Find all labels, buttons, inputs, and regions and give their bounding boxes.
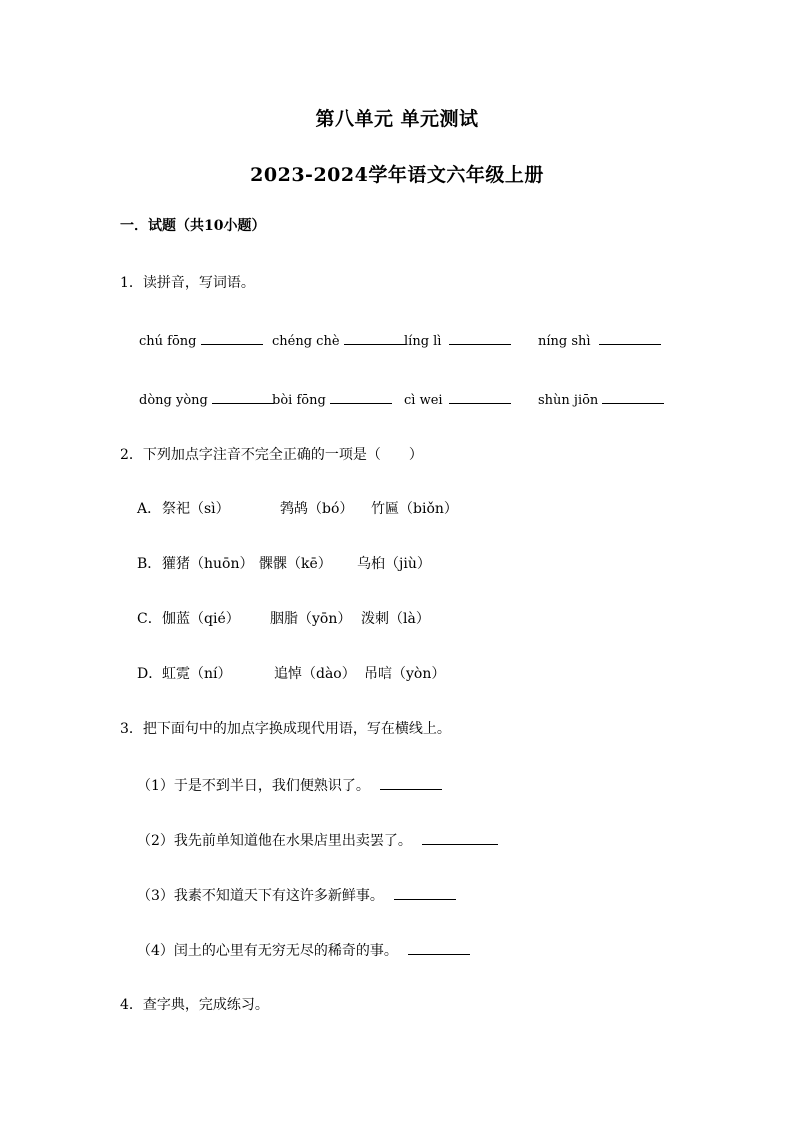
answer-blank[interactable]	[344, 330, 406, 345]
answer-blank[interactable]	[330, 389, 392, 404]
answer-blank[interactable]	[380, 775, 442, 790]
answer-blank[interactable]	[422, 830, 498, 845]
option-d[interactable]: D．	[137, 666, 163, 682]
pinyin-item: chú fōng	[139, 330, 263, 352]
option-a[interactable]: A．	[137, 501, 162, 517]
answer-blank[interactable]	[408, 940, 470, 955]
option-item: 胭脂（yōn）	[270, 611, 352, 627]
question-4-prompt: 4．查字典，完成练习。	[120, 997, 269, 1013]
question-2-prompt: 2．下列加点字注音不完全正确的一项是（ ）	[120, 447, 423, 463]
pinyin-item: bòi fōng	[272, 389, 392, 411]
option-b[interactable]: B．	[137, 556, 162, 572]
section-heading: 一．试题（共10小题）	[120, 218, 266, 234]
answer-blank[interactable]	[599, 330, 661, 345]
pinyin-item: níng shì	[538, 330, 661, 352]
question-1-prompt: 1．读拼音，写词语。	[120, 275, 255, 291]
sub-question: （1）于是不到半日，我们便熟识了。	[137, 775, 442, 796]
option-item: 髁髁（kē）	[259, 556, 332, 572]
answer-blank[interactable]	[449, 330, 511, 345]
option-item: 鹁鸪（bó）	[280, 501, 354, 517]
sub-question: （2）我先前单知道他在水果店里出卖罢了。	[137, 830, 498, 851]
option-item: 竹匾（biǒn）	[371, 501, 458, 517]
pinyin-item: shùn jiōn	[538, 389, 664, 411]
answer-blank[interactable]	[449, 389, 511, 404]
page-subtitle: 2023-2024学年语文六年级上册	[250, 164, 544, 186]
option-item: 泼刺（là）	[361, 611, 430, 627]
sub-question: （4）闰土的心里有无穷无尽的稀奇的事。	[137, 940, 470, 961]
pinyin-item: cì wei	[404, 389, 511, 411]
option-item: 祭祀（sì）	[162, 501, 230, 517]
option-item: 伽蓝（qié）	[162, 611, 240, 627]
option-item: 追悼（dào）	[274, 666, 356, 682]
option-item: 吊唁（yòn）	[364, 666, 446, 682]
answer-blank[interactable]	[394, 885, 456, 900]
sub-question: （3）我素不知道天下有这许多新鲜事。	[137, 885, 456, 906]
pinyin-item: dòng yòng	[139, 389, 274, 411]
answer-blank[interactable]	[602, 389, 664, 404]
question-3-prompt: 3．把下面句中的加点字换成现代用语，写在横线上。	[120, 721, 451, 737]
answer-blank[interactable]	[212, 389, 274, 404]
option-item: 虹霓（ní）	[162, 666, 232, 682]
pinyin-item: líng lì	[404, 330, 511, 352]
pinyin-item: chéng chè	[272, 330, 406, 352]
page-title: 第八单元 单元测试	[315, 108, 479, 130]
option-item: 獾猪（huōn）	[162, 556, 254, 572]
option-item: 乌桕（jiù）	[357, 556, 431, 572]
option-c[interactable]: C．	[137, 611, 162, 627]
answer-blank[interactable]	[201, 330, 263, 345]
